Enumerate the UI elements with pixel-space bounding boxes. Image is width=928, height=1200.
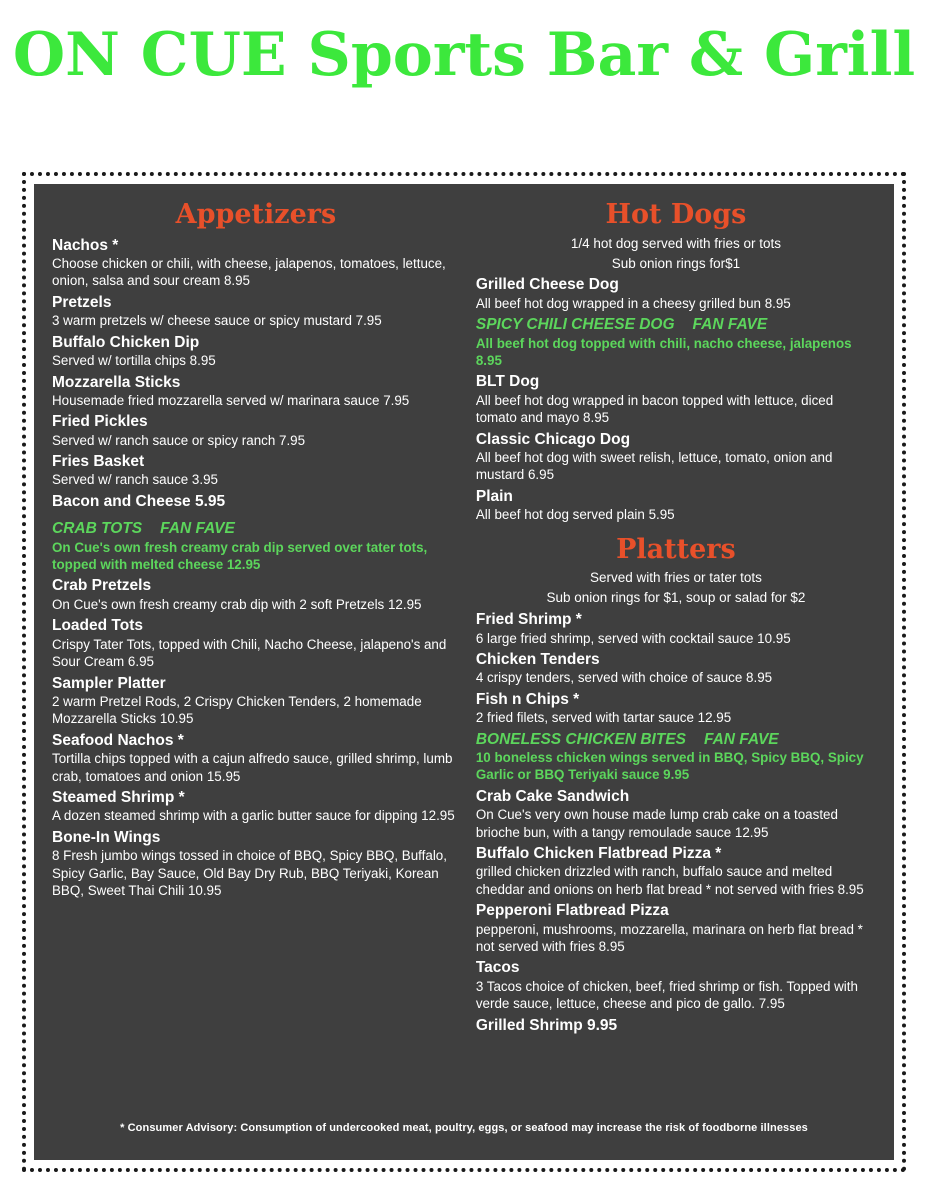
item-desc: Tortilla chips topped with a cajun alfredo sauce, grilled shrimp, lumb crab, tomatoes and onion 15.95 xyxy=(52,751,453,784)
menu-item xyxy=(52,333,460,370)
fan-fave-tag: FAN FAVE xyxy=(704,730,779,748)
consumer-advisory: * Consumer Advisory: Consumption of undercooked meat, poultry, eggs, or seafood may increase the risk of foodborne illnesses xyxy=(120,1122,808,1134)
item-name: Loaded Tots xyxy=(52,617,143,635)
item-name: Steamed Shrimp * xyxy=(52,788,185,806)
item-name xyxy=(476,730,876,749)
menu-item xyxy=(476,958,876,1012)
item-name: Classic Chicago Dog xyxy=(475,430,631,448)
menu-board xyxy=(34,184,894,1160)
column-hot-dogs-platters xyxy=(470,198,876,1037)
item-name: Sampler Platter xyxy=(52,674,166,692)
item-name-text: SPICY CHILI CHEESE DOG xyxy=(475,316,675,334)
item-desc: 2 fried filets, served with tartar sauce 12.95 xyxy=(475,710,732,726)
column-appetizers xyxy=(52,198,470,1037)
item-desc: Crispy Tater Tots, topped with Chili, Nacho Cheese, jalapeno's and Sour Cream 6.95 xyxy=(52,636,447,670)
section-title-platters: Platters xyxy=(616,533,736,565)
menu-item xyxy=(476,275,876,312)
item-desc: Choose chicken or chili, with cheese, jalapenos, tomatoes, lettuce, onion, salsa and sour cream 8.95 xyxy=(52,256,446,289)
item-name: Chicken Tenders xyxy=(475,650,600,668)
item-name: Pretzels xyxy=(52,293,112,311)
item-desc: 2 warm Pretzel Rods, 2 Crispy Chicken Tenders, 2 homemade Mozzarella Sticks 10.95 xyxy=(52,693,422,727)
item-desc: Served w/ ranch sauce or spicy ranch 7.95 xyxy=(52,432,306,448)
menu-item xyxy=(476,844,876,898)
menu-item-fan-fave xyxy=(52,519,460,573)
item-desc: Served w/ tortilla chips 8.95 xyxy=(52,353,216,369)
item-desc: All beef hot dog served plain 5.95 xyxy=(475,507,675,523)
menu-item xyxy=(52,373,460,410)
item-name: Plain xyxy=(475,487,513,505)
menu-item xyxy=(476,650,876,687)
menu-item xyxy=(52,412,460,449)
item-name: Fried Pickles xyxy=(52,413,148,431)
item-name: Buffalo Chicken Flatbread Pizza * xyxy=(475,844,722,862)
item-name: BLT Dog xyxy=(475,373,540,391)
section-title-appetizers: Appetizers xyxy=(175,199,337,230)
item-desc: Served w/ ranch sauce 3.95 xyxy=(52,472,218,488)
menu-item xyxy=(52,731,460,785)
fan-fave-tag: FAN FAVE xyxy=(692,316,768,334)
item-name: Grilled Cheese Dog xyxy=(475,276,619,294)
menu-item xyxy=(52,788,460,825)
item-desc: All beef hot dog with sweet relish, lettuce, tomato, onion and mustard 6.95 xyxy=(475,450,833,483)
item-name: Buffalo Chicken Dip xyxy=(52,333,200,351)
section-note: Served with fries or tater tots xyxy=(590,570,762,586)
menu-item xyxy=(476,430,876,484)
item-name xyxy=(476,315,876,334)
menu-columns xyxy=(52,198,876,1037)
item-desc: On Cue's own fresh creamy crab dip with 2 soft Pretzels 12.95 xyxy=(52,596,422,612)
item-name: Fried Shrimp * xyxy=(475,611,582,629)
item-name: Pepperoni Flatbread Pizza xyxy=(475,902,669,920)
menu-item xyxy=(52,576,460,613)
item-name: Bacon and Cheese 5.95 xyxy=(52,492,226,510)
item-name: Fish n Chips * xyxy=(475,690,580,708)
item-desc: All beef hot dog topped with chili, nacho cheese, jalapenos 8.95 xyxy=(475,335,852,369)
section-note: Sub onion rings for$1 xyxy=(611,255,741,271)
item-name-text: BONELESS CHICKEN BITES xyxy=(475,730,686,748)
item-name: Grilled Shrimp 9.95 xyxy=(475,1016,618,1034)
section-note: 1/4 hot dog served with fries or tots xyxy=(570,235,781,251)
item-desc: 6 large fried shrimp, served with cocktail sauce 10.95 xyxy=(475,630,791,646)
item-name xyxy=(52,519,460,538)
section-title-hot-dogs: Hot Dogs xyxy=(605,199,747,230)
menu-item xyxy=(52,492,460,511)
menu-item xyxy=(52,674,460,728)
item-desc: 3 Tacos choice of chicken, beef, fried shrimp or fish. Topped with verde sauce, lettuce, cheese and pico de gallo. 7.95 xyxy=(475,978,858,1012)
menu-item xyxy=(52,452,460,489)
item-desc: 4 crispy tenders, served with choice of sauce 8.95 xyxy=(475,670,773,686)
menu-item xyxy=(476,690,876,727)
menu-item xyxy=(52,828,460,900)
item-name: Nachos * xyxy=(52,236,119,254)
item-desc: 3 warm pretzels w/ cheese sauce or spicy mustard 7.95 xyxy=(52,313,382,329)
fan-fave-tag: FAN FAVE xyxy=(160,520,235,538)
menu-border xyxy=(22,172,906,1172)
item-name: Crab Pretzels xyxy=(52,577,152,595)
item-desc: A dozen steamed shrimp with a garlic butter sauce for dipping 12.95 xyxy=(52,808,455,824)
menu-item xyxy=(476,787,876,841)
menu-item xyxy=(476,610,876,647)
item-desc: All beef hot dog wrapped in bacon topped with lettuce, diced tomato and mayo 8.95 xyxy=(475,392,834,426)
item-name: Crab Cake Sandwich xyxy=(475,787,630,805)
item-desc: pepperoni, mushrooms, mozzarella, marinara on herb flat bread * not served with fries 8.95 xyxy=(475,921,863,954)
item-name: Tacos xyxy=(475,959,520,977)
menu-item-fan-fave xyxy=(476,730,876,784)
item-desc: grilled chicken drizzled with ranch, buffalo sauce and melted cheddar and onions on herb flat bread * not served with fries 8.95 xyxy=(475,864,864,897)
menu-item xyxy=(476,1016,876,1035)
item-desc: 10 boneless chicken wings served in BBQ, Spicy BBQ, Spicy Garlic or BBQ Teriyaki sauce 9.95 xyxy=(475,749,864,783)
page-title: ON CUE Sports Bar & Grill xyxy=(12,20,916,90)
menu-item-fan-fave xyxy=(476,315,876,369)
menu-item xyxy=(52,293,460,330)
item-name: Bone-In Wings xyxy=(52,828,161,846)
menu-item xyxy=(52,236,460,290)
item-name: Fries Basket xyxy=(52,453,145,471)
menu-item xyxy=(52,616,460,670)
menu-item xyxy=(476,901,876,955)
item-desc: Housemade fried mozzarella served w/ marinara sauce 7.95 xyxy=(52,392,410,408)
item-desc: On Cue's own fresh creamy crab dip served over tater tots, topped with melted cheese 12.95 xyxy=(52,539,428,573)
item-desc: All beef hot dog wrapped in a cheesy grilled bun 8.95 xyxy=(475,295,791,311)
item-desc: On Cue's very own house made lump crab cake on a toasted brioche bun, with a tangy remoulade sauce 12.95 xyxy=(475,807,838,840)
section-note: Sub onion rings for $1, soup or salad for $2 xyxy=(546,590,806,606)
item-desc: 8 Fresh jumbo wings tossed in choice of BBQ, Spicy BBQ, Buffalo, Spicy Garlic, Bay Sauce, Old Bay Dry Rub, BBQ Teriyaki, Korean BBQ, Sweet Thai Chili 10.95 xyxy=(52,848,447,898)
item-name-text: CRAB TOTS xyxy=(52,520,143,538)
item-name: Mozzarella Sticks xyxy=(52,373,181,391)
item-name: Seafood Nachos * xyxy=(52,731,184,749)
menu-item xyxy=(476,487,876,524)
menu-item xyxy=(476,372,876,426)
